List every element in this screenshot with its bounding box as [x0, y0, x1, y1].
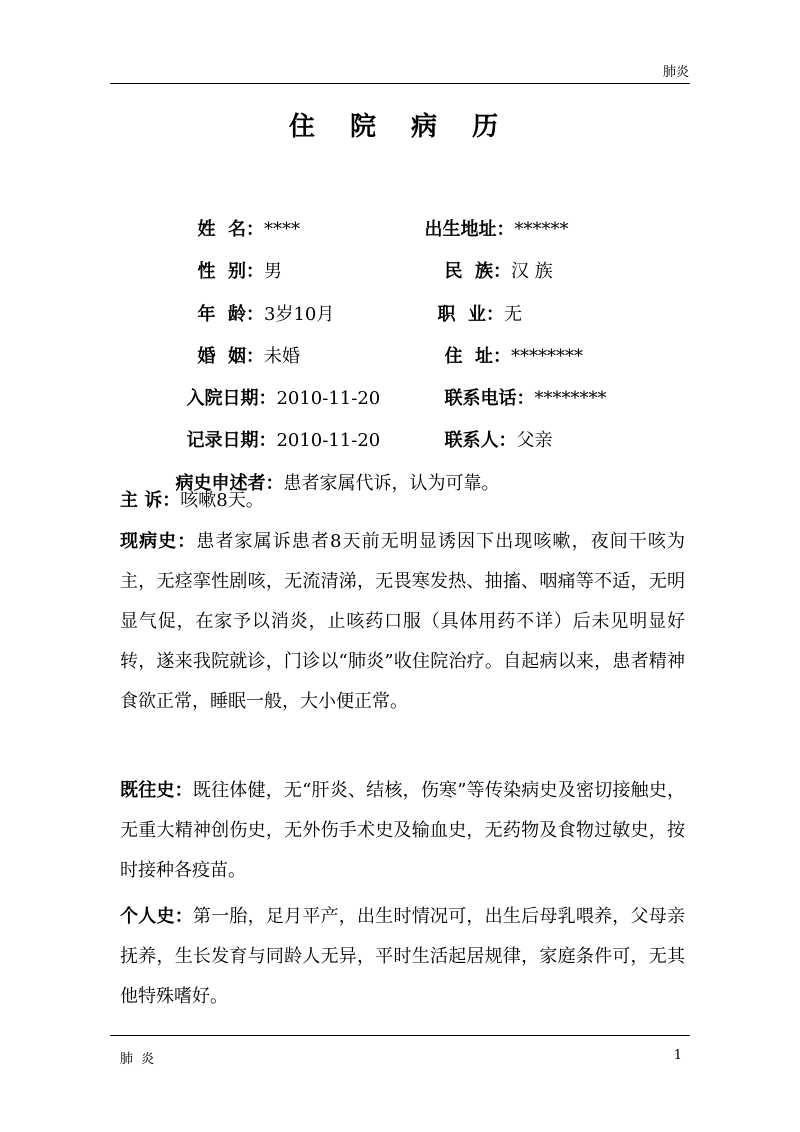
phone-value: ******** [534, 388, 607, 409]
address-label: 住 址： [444, 346, 511, 367]
address-field [433, 321, 583, 368]
occupation-value: 无 [504, 304, 522, 325]
present-illness-label: 现病史： [120, 531, 197, 552]
ethnicity-value: 汉 族 [511, 261, 553, 282]
page-number: 1 [673, 1048, 682, 1063]
past-history-text: 既往体健，无“肝炎、结核，伤寒”等传染病史及密切接触史，无重大精神创伤史，无外伤手术史及输血史，无药物及食物过敏史，按时接种各疫苗。 [120, 780, 686, 881]
admission-date-label: 入院日期： [186, 388, 277, 409]
admission-date-field [175, 363, 380, 410]
footer-topic: 肺炎 [120, 1052, 163, 1067]
ethnicity-field [433, 236, 553, 283]
address-value: ******** [511, 346, 583, 367]
record-date-label: 记录日期： [186, 430, 277, 451]
sex-value: 男 [264, 261, 282, 282]
age-value: 3岁10月 [264, 304, 335, 325]
sex-field [186, 236, 282, 283]
name-field [186, 194, 300, 241]
header-rule [110, 83, 690, 84]
personal-history-label: 个人史： [120, 906, 193, 927]
past-history [120, 771, 685, 891]
contact-value: 父亲 [516, 430, 553, 451]
footer-rule [110, 1035, 690, 1036]
marital-label: 婚 姻： [197, 346, 264, 367]
ethnicity-label: 民 族： [444, 261, 511, 282]
name-label: 姓 名： [197, 219, 264, 240]
chief-complaint-label: 主 诉： [120, 490, 181, 511]
birthplace-value: ****** [514, 219, 569, 240]
contact-field [433, 405, 552, 452]
sex-label: 性 别： [197, 261, 264, 282]
birthplace-field [413, 194, 568, 241]
age-field [186, 279, 334, 326]
record-date-value: 2010-11-20 [276, 430, 381, 451]
narrator-label: 病史申述者： [175, 473, 284, 494]
present-illness [120, 522, 685, 722]
marital-value: 未婚 [264, 346, 300, 367]
marital-field [186, 321, 300, 368]
contact-label: 联系人： [444, 430, 517, 451]
chief-complaint [120, 481, 685, 521]
chief-complaint-text: 咳嗽8天。 [180, 490, 264, 511]
record-date-field [175, 405, 380, 452]
personal-history [120, 897, 685, 1017]
age-label: 年 龄： [197, 304, 264, 325]
admission-date-value: 2010-11-20 [276, 388, 381, 409]
occupation-field [426, 279, 522, 326]
page-title: 住 院 病 历 [288, 112, 512, 142]
header-topic: 肺炎 [662, 65, 689, 80]
present-illness-text: 患者家属诉患者8天前无明显诱因下出现咳嗽，夜间干咳为主，无痉挛性剧咳，无流清涕，无畏寒发热、抽搐、咽痛等不适，无明显气促，在家予以消炎，止咳药口服（具体用药不详）后未见明显好转，遂来我院就诊，门诊以“肺炎”收住院治疗。自起病以来，患者精神食欲正常，睡眠一般，大小便正常。 [120, 531, 686, 712]
personal-history-text: 第一胎，足月平产，出生时情况可，出生后母乳喂养，父母亲抚养，生长发育与同龄人无异，平时生活起居规律，家庭条件可，无其他特殊嗜好。 [120, 906, 686, 1007]
birthplace-label: 出生地址： [424, 219, 515, 240]
phone-label: 联系电话： [444, 388, 535, 409]
occupation-label: 职 业： [437, 304, 504, 325]
name-value: **** [264, 219, 300, 240]
narrator-value: 患者家属代诉，认为可靠。 [283, 473, 500, 494]
phone-field [433, 363, 606, 410]
past-history-label: 既往史： [120, 780, 193, 801]
